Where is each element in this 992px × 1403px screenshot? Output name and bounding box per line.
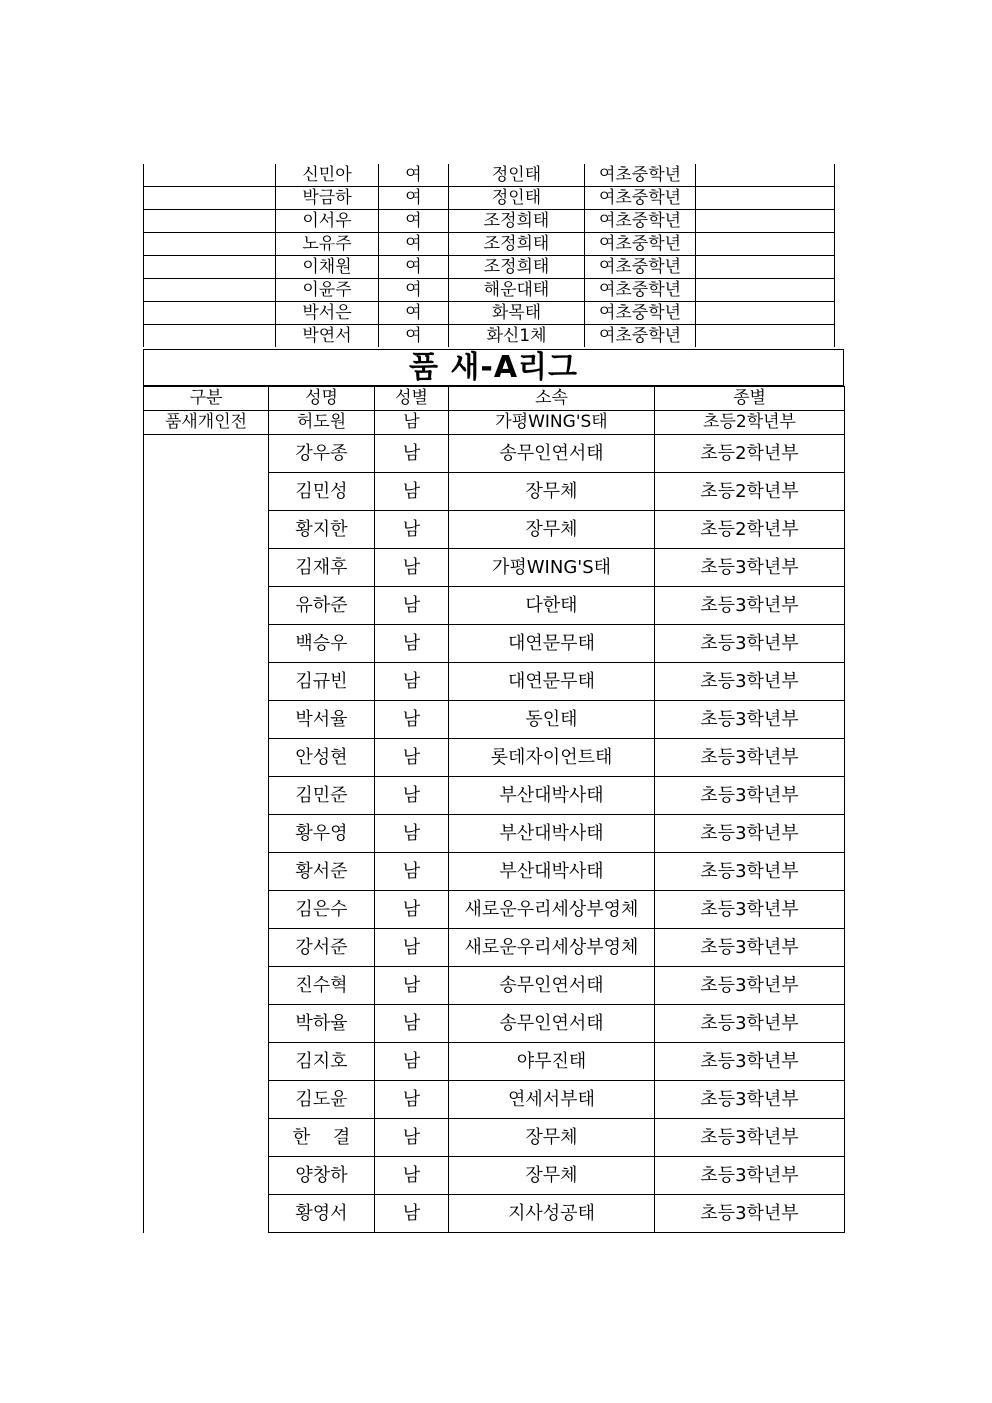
header-gender: 성별 (375, 387, 449, 411)
name-cell: 박하율 (269, 1005, 375, 1043)
gender-cell: 남 (375, 1119, 449, 1157)
table-header-row (144, 387, 845, 411)
division-cell: 여초중학년 (585, 187, 696, 210)
name-cell: 김도윤 (269, 1081, 375, 1119)
name-cell: 강우종 (269, 435, 375, 473)
division-cell: 초등3학년부 (655, 967, 845, 1005)
header-name: 성명 (269, 387, 375, 411)
division-cell: 초등3학년부 (655, 891, 845, 929)
name-cell: 백승우 (269, 625, 375, 663)
club-cell: 가평WING'S태 (449, 549, 655, 587)
club-cell: 지사성공태 (449, 1195, 655, 1233)
club-cell: 장무체 (449, 511, 655, 549)
header-club: 소속 (449, 387, 655, 411)
gender-cell: 남 (375, 1043, 449, 1081)
name-cell: 노유주 (276, 233, 379, 256)
name-cell: 황영서 (269, 1195, 375, 1233)
category-cell (144, 279, 276, 302)
extra-cell (696, 256, 835, 279)
gender-cell: 남 (375, 891, 449, 929)
table-row (144, 325, 835, 348)
gender-cell: 여 (379, 256, 449, 279)
category-cell (144, 233, 276, 256)
name-cell: 이채원 (276, 256, 379, 279)
club-cell: 정인태 (449, 187, 585, 210)
category-cell (144, 701, 269, 739)
table-row (144, 164, 835, 187)
division-cell: 초등3학년부 (655, 1119, 845, 1157)
name-cell: 박연서 (276, 325, 379, 348)
table-row (144, 701, 845, 739)
club-cell: 조정희태 (449, 256, 585, 279)
division-cell: 여초중학년 (585, 210, 696, 233)
category-cell (144, 1081, 269, 1119)
name-cell: 이서우 (276, 210, 379, 233)
category-cell (144, 187, 276, 210)
extra-cell (696, 233, 835, 256)
name-cell: 박서율 (269, 701, 375, 739)
club-cell: 해운대태 (449, 279, 585, 302)
division-cell: 여초중학년 (585, 164, 696, 187)
category-cell (144, 853, 269, 891)
division-cell: 초등3학년부 (655, 929, 845, 967)
gender-cell: 여 (379, 164, 449, 187)
category-cell (144, 1119, 269, 1157)
club-cell: 가평WING'S태 (449, 411, 655, 435)
division-cell: 초등2학년부 (655, 511, 845, 549)
division-cell: 초등2학년부 (655, 411, 845, 435)
table-row (144, 233, 835, 256)
category-cell (144, 1043, 269, 1081)
division-cell: 초등3학년부 (655, 1195, 845, 1233)
gender-cell: 여 (379, 210, 449, 233)
table-row (144, 473, 845, 511)
gender-cell: 남 (375, 549, 449, 587)
gender-cell: 남 (375, 1005, 449, 1043)
name-cell: 김민성 (269, 473, 375, 511)
club-cell: 다한태 (449, 587, 655, 625)
name-cell: 황지한 (269, 511, 375, 549)
category-cell (144, 210, 276, 233)
division-cell: 여초중학년 (585, 233, 696, 256)
name-cell: 김은수 (269, 891, 375, 929)
name-cell: 유하준 (269, 587, 375, 625)
club-cell: 화신1체 (449, 325, 585, 348)
gender-cell: 남 (375, 435, 449, 473)
name-cell: 진수혁 (269, 967, 375, 1005)
gender-cell: 여 (379, 279, 449, 302)
table-row (144, 625, 845, 663)
division-cell: 초등3학년부 (655, 549, 845, 587)
division-cell: 초등3학년부 (655, 777, 845, 815)
division-cell: 초등2학년부 (655, 435, 845, 473)
name-cell: 김민준 (269, 777, 375, 815)
table-row (144, 1195, 845, 1233)
club-cell: 부산대박사태 (449, 853, 655, 891)
club-cell: 장무체 (449, 1157, 655, 1195)
club-cell: 새로운우리세상부영체 (449, 929, 655, 967)
division-cell: 초등3학년부 (655, 1005, 845, 1043)
division-cell: 초등3학년부 (655, 739, 845, 777)
header-category: 구분 (144, 387, 269, 411)
league-title: 품 새-A리그 (143, 349, 844, 386)
division-cell: 초등3학년부 (655, 815, 845, 853)
name-cell: 안성현 (269, 739, 375, 777)
club-cell: 장무체 (449, 473, 655, 511)
category-cell (144, 164, 276, 187)
table-row (144, 435, 845, 473)
club-cell: 조정희태 (449, 210, 585, 233)
club-cell: 장무체 (449, 1119, 655, 1157)
gender-cell: 여 (379, 233, 449, 256)
table-row (144, 187, 835, 210)
table-row (144, 549, 845, 587)
gender-cell: 남 (375, 967, 449, 1005)
extra-cell (696, 164, 835, 187)
category-cell (144, 325, 276, 348)
table-row (144, 256, 835, 279)
club-cell: 롯데자이언트태 (449, 739, 655, 777)
division-cell: 초등3학년부 (655, 701, 845, 739)
category-cell (144, 777, 269, 815)
name-cell: 이윤주 (276, 279, 379, 302)
gender-cell: 남 (375, 1157, 449, 1195)
table-row (144, 853, 845, 891)
club-cell: 야무진태 (449, 1043, 655, 1081)
gender-cell: 남 (375, 853, 449, 891)
name-cell: 양창하 (269, 1157, 375, 1195)
table-row (144, 279, 835, 302)
league-roster-table (143, 386, 845, 1233)
division-cell: 여초중학년 (585, 302, 696, 325)
division-cell: 여초중학년 (585, 279, 696, 302)
gender-cell: 남 (375, 815, 449, 853)
club-cell: 연세서부태 (449, 1081, 655, 1119)
table-row (144, 587, 845, 625)
gender-cell: 남 (375, 411, 449, 435)
division-cell: 초등3학년부 (655, 587, 845, 625)
club-cell: 조정희태 (449, 233, 585, 256)
name-cell: 한 결 (269, 1119, 375, 1157)
gender-cell: 여 (379, 325, 449, 348)
gender-cell: 남 (375, 473, 449, 511)
name-cell: 황서준 (269, 853, 375, 891)
club-cell: 송무인연서태 (449, 435, 655, 473)
division-cell: 여초중학년 (585, 256, 696, 279)
name-cell: 김재후 (269, 549, 375, 587)
category-cell (144, 1195, 269, 1233)
table-row (144, 739, 845, 777)
division-cell: 여초중학년 (585, 325, 696, 348)
table-row (144, 891, 845, 929)
category-cell (144, 1157, 269, 1195)
division-cell: 초등3학년부 (655, 1157, 845, 1195)
club-cell: 정인태 (449, 164, 585, 187)
category-cell (144, 891, 269, 929)
table-row (144, 777, 845, 815)
category-cell: 품새개인전 (144, 411, 269, 435)
division-cell: 초등3학년부 (655, 853, 845, 891)
club-cell: 송무인연서태 (449, 1005, 655, 1043)
division-cell: 초등3학년부 (655, 1081, 845, 1119)
category-cell (144, 1005, 269, 1043)
gender-cell: 남 (375, 701, 449, 739)
name-cell: 신민아 (276, 164, 379, 187)
extra-cell (696, 279, 835, 302)
category-cell (144, 739, 269, 777)
gender-cell: 남 (375, 929, 449, 967)
club-cell: 화목태 (449, 302, 585, 325)
gender-cell: 여 (379, 187, 449, 210)
category-cell (144, 302, 276, 325)
club-cell: 부산대박사태 (449, 815, 655, 853)
gender-cell: 남 (375, 587, 449, 625)
table-row (144, 1043, 845, 1081)
category-cell (144, 435, 269, 473)
table-row (144, 302, 835, 325)
club-cell: 대연문무태 (449, 663, 655, 701)
gender-cell: 남 (375, 1081, 449, 1119)
division-cell: 초등2학년부 (655, 473, 845, 511)
category-cell (144, 815, 269, 853)
extra-cell (696, 210, 835, 233)
table-row (144, 511, 845, 549)
club-cell: 송무인연서태 (449, 967, 655, 1005)
gender-cell: 남 (375, 663, 449, 701)
division-cell: 초등3학년부 (655, 663, 845, 701)
name-cell: 김지호 (269, 1043, 375, 1081)
name-cell: 김규빈 (269, 663, 375, 701)
gender-cell: 남 (375, 1195, 449, 1233)
category-cell (144, 549, 269, 587)
gender-cell: 남 (375, 739, 449, 777)
category-cell (144, 587, 269, 625)
division-cell: 초등3학년부 (655, 625, 845, 663)
name-cell: 황우영 (269, 815, 375, 853)
club-cell: 동인태 (449, 701, 655, 739)
extra-cell (696, 187, 835, 210)
name-cell: 박금하 (276, 187, 379, 210)
category-cell (144, 511, 269, 549)
gender-cell: 여 (379, 302, 449, 325)
table-row (144, 815, 845, 853)
extra-cell (696, 302, 835, 325)
name-cell: 강서준 (269, 929, 375, 967)
table-row (144, 1157, 845, 1195)
gender-cell: 남 (375, 625, 449, 663)
extra-cell (696, 325, 835, 348)
name-cell: 박서은 (276, 302, 379, 325)
category-cell (144, 625, 269, 663)
continued-roster-table (143, 164, 835, 347)
table-row (144, 210, 835, 233)
header-division: 종별 (655, 387, 845, 411)
club-cell: 부산대박사태 (449, 777, 655, 815)
table-row (144, 1005, 845, 1043)
table-row (144, 1119, 845, 1157)
table-row (144, 663, 845, 701)
table-row (144, 411, 845, 435)
table-row (144, 967, 845, 1005)
club-cell: 대연문무태 (449, 625, 655, 663)
division-cell: 초등3학년부 (655, 1043, 845, 1081)
category-cell (144, 929, 269, 967)
category-cell (144, 663, 269, 701)
table-row (144, 929, 845, 967)
gender-cell: 남 (375, 777, 449, 815)
table-row (144, 1081, 845, 1119)
category-cell (144, 473, 269, 511)
name-cell: 허도원 (269, 411, 375, 435)
category-cell (144, 967, 269, 1005)
club-cell: 새로운우리세상부영체 (449, 891, 655, 929)
category-cell (144, 256, 276, 279)
gender-cell: 남 (375, 511, 449, 549)
